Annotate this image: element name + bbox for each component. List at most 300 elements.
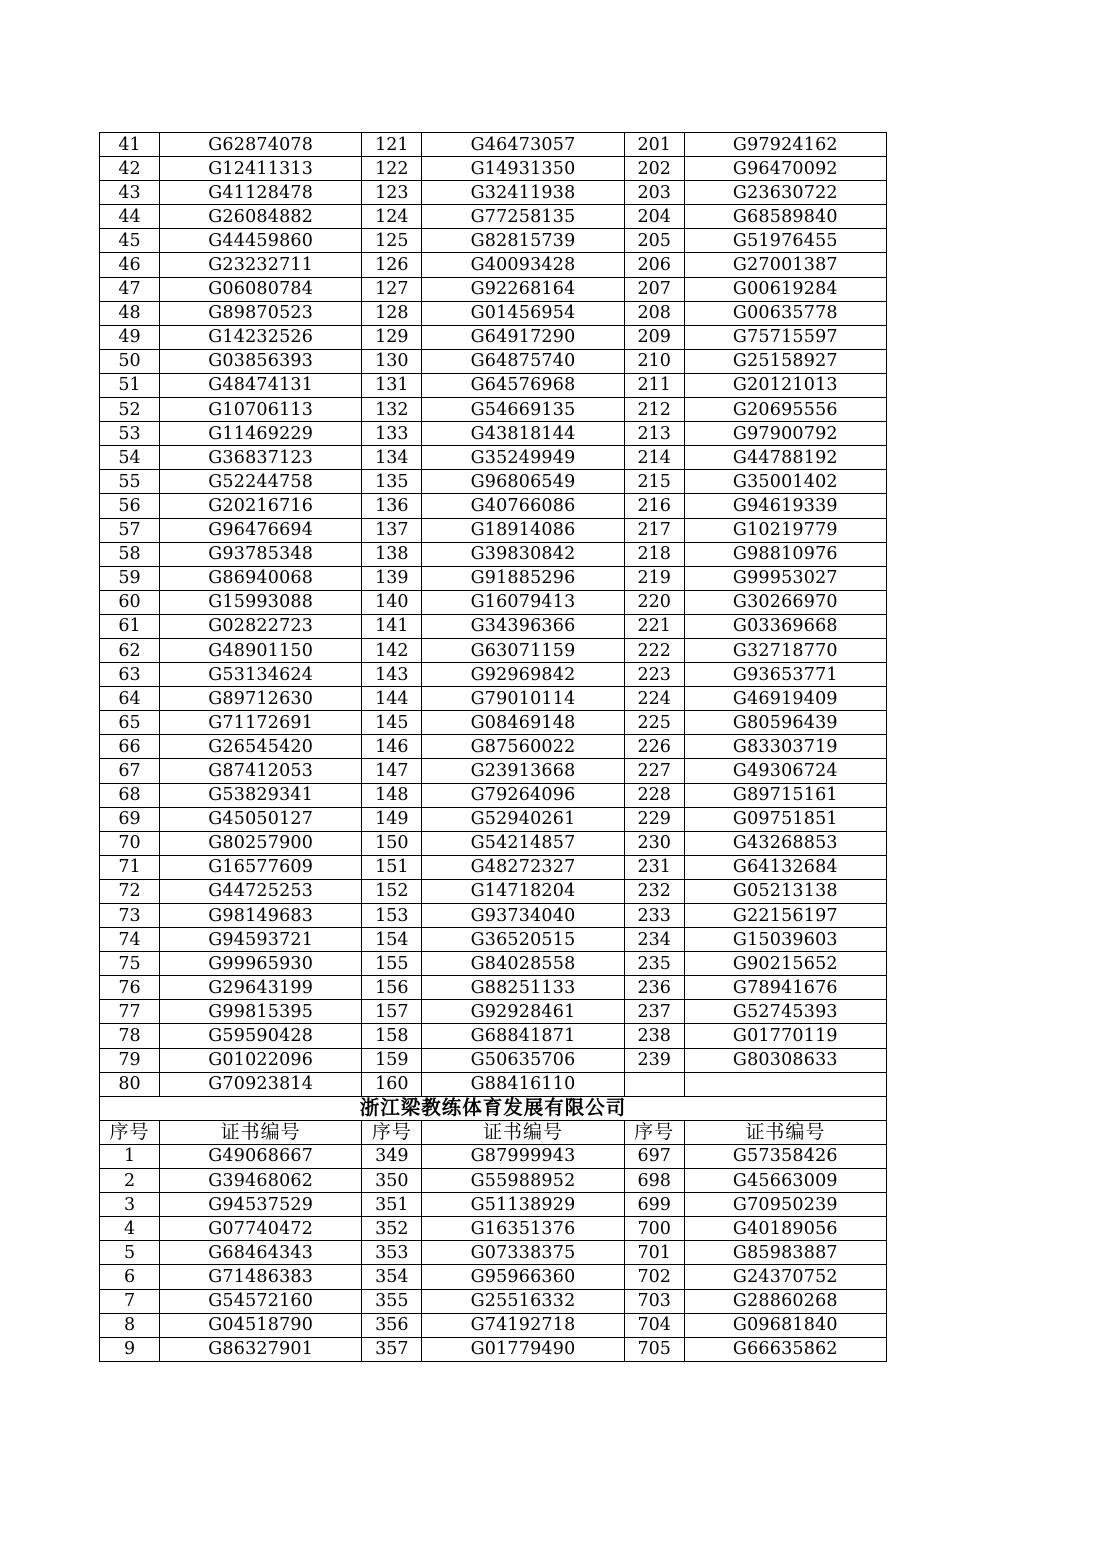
seq-number-cell: 215 xyxy=(624,470,684,494)
table-row xyxy=(100,952,887,976)
seq-number-cell: 219 xyxy=(624,566,684,590)
cert-number-cell: G88416110 xyxy=(422,1072,624,1096)
seq-number-cell: 214 xyxy=(624,446,684,470)
cert-number-cell: G25158927 xyxy=(684,349,886,373)
seq-number-cell: 139 xyxy=(362,566,422,590)
cert-number-cell: G10219779 xyxy=(684,518,886,542)
company-title: 浙江梁教练体育发展有限公司 xyxy=(100,1096,887,1120)
cert-number-cell: G45050127 xyxy=(160,807,362,831)
seq-number-cell: 238 xyxy=(624,1024,684,1048)
table-row xyxy=(100,277,887,301)
seq-number-cell: 699 xyxy=(624,1193,684,1217)
cert-number-cell: G70950239 xyxy=(684,1193,886,1217)
seq-number-cell: 216 xyxy=(624,494,684,518)
cert-number-cell: G16351376 xyxy=(422,1217,624,1241)
cert-number-cell: G20695556 xyxy=(684,398,886,422)
table-row xyxy=(100,1313,887,1337)
seq-number-cell: 228 xyxy=(624,783,684,807)
seq-number-cell: 229 xyxy=(624,807,684,831)
cert-number-cell: G92268164 xyxy=(422,277,624,301)
seq-number-cell: 56 xyxy=(100,494,160,518)
seq-number-cell: 221 xyxy=(624,614,684,638)
header-cert-no: 证书编号 xyxy=(684,1120,886,1144)
table-row xyxy=(100,904,887,928)
seq-number-cell: 159 xyxy=(362,1048,422,1072)
table-row xyxy=(100,181,887,205)
table-row xyxy=(100,1193,887,1217)
seq-number-cell: 156 xyxy=(362,976,422,1000)
cert-number-cell: G88251133 xyxy=(422,976,624,1000)
seq-number-cell: 153 xyxy=(362,904,422,928)
cert-number-cell: G12411313 xyxy=(160,157,362,181)
seq-number-cell: 43 xyxy=(100,181,160,205)
cert-number-cell: G97900792 xyxy=(684,422,886,446)
seq-number-cell: 146 xyxy=(362,735,422,759)
seq-number-cell: 349 xyxy=(362,1144,422,1168)
seq-number-cell: 45 xyxy=(100,229,160,253)
seq-number-cell: 206 xyxy=(624,253,684,277)
seq-number-cell: 237 xyxy=(624,1000,684,1024)
cert-number-cell: G99965930 xyxy=(160,952,362,976)
seq-number-cell: 355 xyxy=(362,1289,422,1313)
cert-number-cell: G03369668 xyxy=(684,614,886,638)
seq-number-cell: 58 xyxy=(100,542,160,566)
cert-number-cell: G80257900 xyxy=(160,831,362,855)
cert-number-cell: G00635778 xyxy=(684,301,886,325)
cert-number-cell: G00619284 xyxy=(684,277,886,301)
seq-number-cell: 353 xyxy=(362,1241,422,1265)
table-row xyxy=(100,928,887,952)
table-row xyxy=(100,373,887,397)
header-seq: 序号 xyxy=(100,1120,160,1144)
seq-number-cell: 124 xyxy=(362,205,422,229)
seq-number-cell: 160 xyxy=(362,1072,422,1096)
cert-number-cell: G32718770 xyxy=(684,638,886,662)
cert-number-cell: G92928461 xyxy=(422,1000,624,1024)
cert-number-cell: G28860268 xyxy=(684,1289,886,1313)
seq-number-cell: 138 xyxy=(362,542,422,566)
seq-number-cell: 53 xyxy=(100,422,160,446)
cert-number-cell: G63071159 xyxy=(422,638,624,662)
header-seq: 序号 xyxy=(362,1120,422,1144)
seq-number-cell: 122 xyxy=(362,157,422,181)
seq-number-cell: 79 xyxy=(100,1048,160,1072)
seq-number-cell: 121 xyxy=(362,133,422,157)
table-row xyxy=(100,542,887,566)
seq-number-cell: 63 xyxy=(100,663,160,687)
seq-number-cell: 698 xyxy=(624,1169,684,1193)
seq-number-cell: 705 xyxy=(624,1337,684,1361)
table-row xyxy=(100,518,887,542)
cert-number-cell: G16079413 xyxy=(422,590,624,614)
seq-number-cell: 50 xyxy=(100,349,160,373)
header-cert-no: 证书编号 xyxy=(422,1120,624,1144)
cert-number-cell: G01779490 xyxy=(422,1337,624,1361)
cert-number-cell: G23630722 xyxy=(684,181,886,205)
seq-number-cell: 132 xyxy=(362,398,422,422)
cert-number-cell: G16577609 xyxy=(160,855,362,879)
seq-number-cell: 66 xyxy=(100,735,160,759)
seq-number-cell: 136 xyxy=(362,494,422,518)
cert-number-cell: G32411938 xyxy=(422,181,624,205)
seq-number-cell: 77 xyxy=(100,1000,160,1024)
seq-number-cell: 49 xyxy=(100,325,160,349)
cert-number-cell: G44459860 xyxy=(160,229,362,253)
seq-number-cell: 220 xyxy=(624,590,684,614)
cert-number-cell: G89715161 xyxy=(684,783,886,807)
seq-number-cell: 64 xyxy=(100,687,160,711)
seq-number-cell: 352 xyxy=(362,1217,422,1241)
seq-number-cell xyxy=(624,1072,684,1096)
seq-number-cell: 702 xyxy=(624,1265,684,1289)
seq-number-cell: 61 xyxy=(100,614,160,638)
cert-number-cell: G55988952 xyxy=(422,1169,624,1193)
cert-number-cell: G23232711 xyxy=(160,253,362,277)
seq-number-cell: 147 xyxy=(362,759,422,783)
seq-number-cell: 212 xyxy=(624,398,684,422)
table-row xyxy=(100,325,887,349)
cert-number-cell: G40093428 xyxy=(422,253,624,277)
cert-number-cell: G84028558 xyxy=(422,952,624,976)
cert-number-cell: G48272327 xyxy=(422,855,624,879)
seq-number-cell: 48 xyxy=(100,301,160,325)
cert-number-cell: G40189056 xyxy=(684,1217,886,1241)
seq-number-cell: 75 xyxy=(100,952,160,976)
cert-number-cell: G80596439 xyxy=(684,711,886,735)
cert-number-cell: G90215652 xyxy=(684,952,886,976)
cert-number-cell: G96806549 xyxy=(422,470,624,494)
cert-number-cell: G64576968 xyxy=(422,373,624,397)
seq-number-cell: 226 xyxy=(624,735,684,759)
seq-number-cell: 70 xyxy=(100,831,160,855)
table-row xyxy=(100,1289,887,1313)
cert-number-cell: G79010114 xyxy=(422,687,624,711)
seq-number-cell: 51 xyxy=(100,373,160,397)
cert-number-cell: G10706113 xyxy=(160,398,362,422)
table-row xyxy=(100,638,887,662)
cert-number-cell: G51976455 xyxy=(684,229,886,253)
cert-number-cell: G64875740 xyxy=(422,349,624,373)
cert-number-cell: G62874078 xyxy=(160,133,362,157)
cert-number-cell: G22156197 xyxy=(684,904,886,928)
table-row xyxy=(100,1337,887,1361)
cert-number-cell: G98149683 xyxy=(160,904,362,928)
cert-number-cell: G04518790 xyxy=(160,1313,362,1337)
seq-number-cell: 223 xyxy=(624,663,684,687)
seq-number-cell: 69 xyxy=(100,807,160,831)
cert-number-cell: G01022096 xyxy=(160,1048,362,1072)
seq-number-cell: 142 xyxy=(362,638,422,662)
table-row xyxy=(100,614,887,638)
cert-number-cell: G82815739 xyxy=(422,229,624,253)
cert-number-cell: G68589840 xyxy=(684,205,886,229)
table-row xyxy=(100,1169,887,1193)
table-row xyxy=(100,783,887,807)
seq-number-cell: 65 xyxy=(100,711,160,735)
cert-number-cell: G39830842 xyxy=(422,542,624,566)
cert-number-cell: G74192718 xyxy=(422,1313,624,1337)
cert-number-cell: G25516332 xyxy=(422,1289,624,1313)
table-row xyxy=(100,735,887,759)
cert-number-cell: G94593721 xyxy=(160,928,362,952)
seq-number-cell: 217 xyxy=(624,518,684,542)
seq-number-cell: 80 xyxy=(100,1072,160,1096)
seq-number-cell: 3 xyxy=(100,1193,160,1217)
seq-number-cell: 5 xyxy=(100,1241,160,1265)
table-row xyxy=(100,349,887,373)
seq-number-cell: 9 xyxy=(100,1337,160,1361)
seq-number-cell: 202 xyxy=(624,157,684,181)
seq-number-cell: 158 xyxy=(362,1024,422,1048)
cert-number-cell: G43268853 xyxy=(684,831,886,855)
cert-number-cell: G87412053 xyxy=(160,759,362,783)
cert-number-cell: G89870523 xyxy=(160,301,362,325)
seq-number-cell: 62 xyxy=(100,638,160,662)
table-row xyxy=(100,1265,887,1289)
seq-number-cell: 76 xyxy=(100,976,160,1000)
seq-number-cell: 203 xyxy=(624,181,684,205)
cert-number-cell: G95966360 xyxy=(422,1265,624,1289)
seq-number-cell: 145 xyxy=(362,711,422,735)
cert-number-cell: G54669135 xyxy=(422,398,624,422)
cert-number-cell: G78941676 xyxy=(684,976,886,1000)
seq-number-cell: 7 xyxy=(100,1289,160,1313)
seq-number-cell: 54 xyxy=(100,446,160,470)
table-row xyxy=(100,1217,887,1241)
seq-number-cell: 141 xyxy=(362,614,422,638)
seq-number-cell: 135 xyxy=(362,470,422,494)
certificate-table xyxy=(99,132,887,1362)
cert-number-cell: G01770119 xyxy=(684,1024,886,1048)
seq-number-cell: 57 xyxy=(100,518,160,542)
cert-number-cell: G44788192 xyxy=(684,446,886,470)
cert-number-cell: G14718204 xyxy=(422,879,624,903)
cert-number-cell: G43818144 xyxy=(422,422,624,446)
seq-number-cell: 72 xyxy=(100,879,160,903)
cert-number-cell: G48901150 xyxy=(160,638,362,662)
table-row xyxy=(100,494,887,518)
seq-number-cell: 6 xyxy=(100,1265,160,1289)
table-row xyxy=(100,446,887,470)
cert-number-cell: G64132684 xyxy=(684,855,886,879)
cert-number-cell: G14232526 xyxy=(160,325,362,349)
seq-number-cell: 129 xyxy=(362,325,422,349)
seq-number-cell: 235 xyxy=(624,952,684,976)
table-row xyxy=(100,1144,887,1168)
cert-number-cell: G75715597 xyxy=(684,325,886,349)
seq-number-cell: 213 xyxy=(624,422,684,446)
seq-number-cell: 123 xyxy=(362,181,422,205)
table-row xyxy=(100,855,887,879)
cert-number-cell: G68841871 xyxy=(422,1024,624,1048)
cert-number-cell: G05213138 xyxy=(684,879,886,903)
seq-number-cell: 127 xyxy=(362,277,422,301)
cert-number-cell: G35001402 xyxy=(684,470,886,494)
table-row xyxy=(100,1048,887,1072)
cert-number-cell: G45663009 xyxy=(684,1169,886,1193)
table-row xyxy=(100,229,887,253)
cert-number-cell: G20121013 xyxy=(684,373,886,397)
table-row xyxy=(100,566,887,590)
cert-number-cell: G94537529 xyxy=(160,1193,362,1217)
seq-number-cell: 52 xyxy=(100,398,160,422)
table-row xyxy=(100,422,887,446)
cert-number-cell: G29643199 xyxy=(160,976,362,1000)
cert-number-cell: G26545420 xyxy=(160,735,362,759)
table-row xyxy=(100,1241,887,1265)
seq-number-cell: 71 xyxy=(100,855,160,879)
cert-number-cell: G87560022 xyxy=(422,735,624,759)
seq-number-cell: 227 xyxy=(624,759,684,783)
cert-number-cell: G70923814 xyxy=(160,1072,362,1096)
cert-number-cell: G54214857 xyxy=(422,831,624,855)
seq-number-cell: 204 xyxy=(624,205,684,229)
seq-number-cell: 697 xyxy=(624,1144,684,1168)
seq-number-cell: 143 xyxy=(362,663,422,687)
seq-number-cell: 149 xyxy=(362,807,422,831)
header-seq: 序号 xyxy=(624,1120,684,1144)
cert-number-cell: G03856393 xyxy=(160,349,362,373)
cert-number-cell: G68464343 xyxy=(160,1241,362,1265)
seq-number-cell: 47 xyxy=(100,277,160,301)
cert-number-cell: G52244758 xyxy=(160,470,362,494)
cert-number-cell: G49068667 xyxy=(160,1144,362,1168)
seq-number-cell: 46 xyxy=(100,253,160,277)
seq-number-cell: 60 xyxy=(100,590,160,614)
cert-number-cell: G89712630 xyxy=(160,687,362,711)
cert-number-cell: G26084882 xyxy=(160,205,362,229)
seq-number-cell: 205 xyxy=(624,229,684,253)
seq-number-cell: 233 xyxy=(624,904,684,928)
seq-number-cell: 232 xyxy=(624,879,684,903)
seq-number-cell: 125 xyxy=(362,229,422,253)
seq-number-cell: 137 xyxy=(362,518,422,542)
seq-number-cell: 140 xyxy=(362,590,422,614)
table-row xyxy=(100,976,887,1000)
cert-number-cell: G36520515 xyxy=(422,928,624,952)
cert-number-cell: G15993088 xyxy=(160,590,362,614)
seq-number-cell: 234 xyxy=(624,928,684,952)
seq-number-cell: 42 xyxy=(100,157,160,181)
cert-number-cell: G66635862 xyxy=(684,1337,886,1361)
cert-number-cell: G36837123 xyxy=(160,446,362,470)
seq-number-cell: 207 xyxy=(624,277,684,301)
seq-number-cell: 1 xyxy=(100,1144,160,1168)
seq-number-cell: 703 xyxy=(624,1289,684,1313)
company-title-row xyxy=(100,1096,887,1120)
cert-number-cell: G46919409 xyxy=(684,687,886,711)
seq-number-cell: 236 xyxy=(624,976,684,1000)
seq-number-cell: 151 xyxy=(362,855,422,879)
seq-number-cell: 225 xyxy=(624,711,684,735)
seq-number-cell: 239 xyxy=(624,1048,684,1072)
cert-number-cell: G48474131 xyxy=(160,373,362,397)
seq-number-cell: 131 xyxy=(362,373,422,397)
cert-number-cell: G86940068 xyxy=(160,566,362,590)
table-row xyxy=(100,807,887,831)
seq-number-cell: 126 xyxy=(362,253,422,277)
seq-number-cell: 357 xyxy=(362,1337,422,1361)
table-row xyxy=(100,1000,887,1024)
cert-number-cell: G07338375 xyxy=(422,1241,624,1265)
cert-number-cell: G87999943 xyxy=(422,1144,624,1168)
cert-number-cell: G49306724 xyxy=(684,759,886,783)
cert-number-cell: G08469148 xyxy=(422,711,624,735)
table-row xyxy=(100,759,887,783)
cert-number-cell: G71486383 xyxy=(160,1265,362,1289)
cert-number-cell: G94619339 xyxy=(684,494,886,518)
table-row xyxy=(100,253,887,277)
seq-number-cell: 67 xyxy=(100,759,160,783)
cert-number-cell: G64917290 xyxy=(422,325,624,349)
seq-number-cell: 350 xyxy=(362,1169,422,1193)
seq-number-cell: 224 xyxy=(624,687,684,711)
table-row xyxy=(100,1072,887,1096)
seq-number-cell: 133 xyxy=(362,422,422,446)
cert-number-cell: G34396366 xyxy=(422,614,624,638)
table-row xyxy=(100,687,887,711)
seq-number-cell: 704 xyxy=(624,1313,684,1337)
seq-number-cell: 148 xyxy=(362,783,422,807)
cert-number-cell: G07740472 xyxy=(160,1217,362,1241)
seq-number-cell: 134 xyxy=(362,446,422,470)
cert-number-cell: G99815395 xyxy=(160,1000,362,1024)
table-row xyxy=(100,470,887,494)
cert-number-cell: G11469229 xyxy=(160,422,362,446)
cert-number-cell: G99953027 xyxy=(684,566,886,590)
cert-number-cell: G15039603 xyxy=(684,928,886,952)
cert-number-cell: G02822723 xyxy=(160,614,362,638)
seq-number-cell: 209 xyxy=(624,325,684,349)
table-row xyxy=(100,663,887,687)
seq-number-cell: 144 xyxy=(362,687,422,711)
cert-number-cell: G52745393 xyxy=(684,1000,886,1024)
top-section-body xyxy=(100,133,887,1097)
cert-number-cell: G79264096 xyxy=(422,783,624,807)
seq-number-cell: 152 xyxy=(362,879,422,903)
cert-number-cell: G57358426 xyxy=(684,1144,886,1168)
seq-number-cell: 208 xyxy=(624,301,684,325)
seq-number-cell: 700 xyxy=(624,1217,684,1241)
table-row xyxy=(100,133,887,157)
seq-number-cell: 211 xyxy=(624,373,684,397)
cert-number-cell: G18914086 xyxy=(422,518,624,542)
cert-number-cell: G85983887 xyxy=(684,1241,886,1265)
cert-number-cell: G77258135 xyxy=(422,205,624,229)
seq-number-cell: 55 xyxy=(100,470,160,494)
table-row xyxy=(100,879,887,903)
cert-number-cell: G44725253 xyxy=(160,879,362,903)
cert-number-cell xyxy=(684,1072,886,1096)
table-row xyxy=(100,398,887,422)
seq-number-cell: 68 xyxy=(100,783,160,807)
cert-number-cell: G51138929 xyxy=(422,1193,624,1217)
cert-number-cell: G41128478 xyxy=(160,181,362,205)
table-row xyxy=(100,157,887,181)
seq-number-cell: 218 xyxy=(624,542,684,566)
cert-number-cell: G98810976 xyxy=(684,542,886,566)
cert-number-cell: G59590428 xyxy=(160,1024,362,1048)
cert-number-cell: G40766086 xyxy=(422,494,624,518)
seq-number-cell: 701 xyxy=(624,1241,684,1265)
seq-number-cell: 351 xyxy=(362,1193,422,1217)
seq-number-cell: 8 xyxy=(100,1313,160,1337)
cert-number-cell: G52940261 xyxy=(422,807,624,831)
seq-number-cell: 41 xyxy=(100,133,160,157)
seq-number-cell: 157 xyxy=(362,1000,422,1024)
seq-number-cell: 201 xyxy=(624,133,684,157)
seq-number-cell: 155 xyxy=(362,952,422,976)
